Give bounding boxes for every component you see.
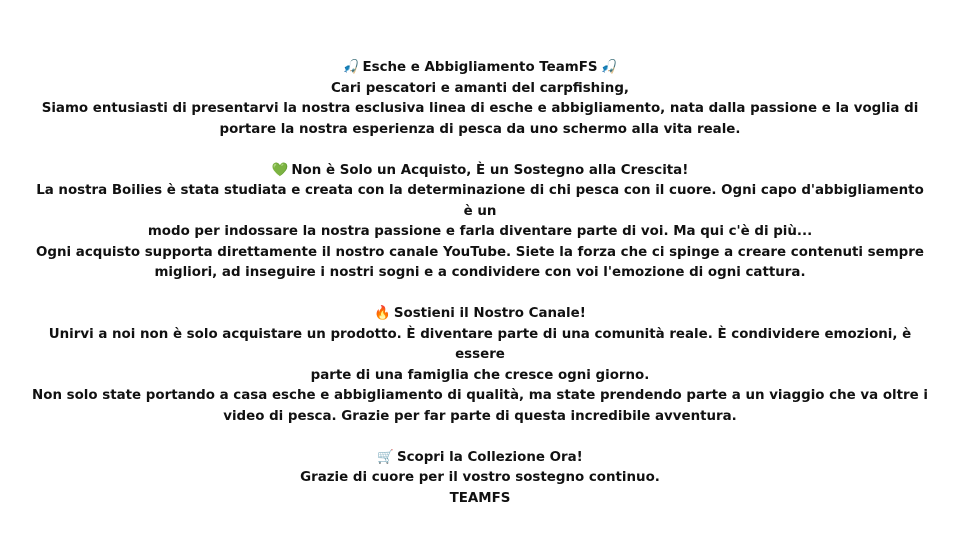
support-title: Non è Solo un Acquisto, È un Sostegno alla Crescita! — [291, 162, 689, 178]
intro-section — [30, 58, 930, 140]
intro-line: Cari pescatori e amanti del carpfishing, — [330, 80, 630, 96]
support-line: Ogni acquisto supporta direttamente il nostro canale YouTube. Siete la forza che ci spinge a creare contenuti sempre — [36, 244, 924, 260]
intro-line: portare la nostra esperienza di pesca da uno schermo alla vita reale. — [219, 121, 741, 137]
signature: TEAMFS — [449, 490, 511, 506]
channel-line: Non solo state portando a casa esche e abbigliamento di qualità, ma state prendendo parte a un viaggio che va oltre i — [32, 388, 928, 403]
channel-line: parte di una famiglia che cresce ogni giorno. — [310, 367, 650, 383]
channel-section — [30, 304, 930, 427]
channel-line: video di pesca. Grazie per far parte di questa incredibile avventura. — [223, 408, 737, 424]
fishing-pole-icon: 🎣 — [600, 60, 618, 75]
green-heart-icon: 💚 — [271, 162, 289, 178]
thanks-line: Grazie di cuore per il vostro sostegno continuo. — [300, 470, 660, 485]
collection-title: Scopri la Collezione Ora! — [396, 449, 583, 465]
support-line: modo per indossare la nostra passione e farla diventare parte di voi. Ma qui c'è di più... — [147, 224, 813, 239]
support-line: La nostra Boilies è stata studiata e creata con la determinazione di chi pesca con il cuore. Ogni capo d'abbigliamento è un — [36, 183, 924, 219]
fishing-pole-icon: 🎣 — [342, 60, 360, 75]
channel-title: Sostieni il Nostro Canale! — [393, 306, 586, 321]
support-title-line — [30, 161, 930, 182]
channel-title-line — [30, 304, 930, 325]
collection-section — [30, 448, 930, 510]
channel-line: Unirvi a noi non è solo acquistare un prodotto. È diventare parte di una comunità reale. È condividere emozioni, è essere — [48, 326, 912, 362]
intro-title: Esche e Abbigliamento TeamFS — [362, 60, 598, 75]
intro-line: Siamo entusiasti di presentarvi la nostra esclusiva linea di esche e abbigliamento, nata dalla passione e la voglia di — [41, 101, 919, 116]
intro-title-line — [30, 58, 930, 79]
support-section — [30, 161, 930, 284]
fire-icon: 🔥 — [374, 306, 391, 321]
support-line: migliori, ad inseguire i nostri sogni e a condividere con voi l'emozione di ogni cattura. — [154, 265, 806, 280]
shopping-cart-icon: 🛒 — [377, 449, 394, 465]
collection-title-line — [30, 448, 930, 469]
